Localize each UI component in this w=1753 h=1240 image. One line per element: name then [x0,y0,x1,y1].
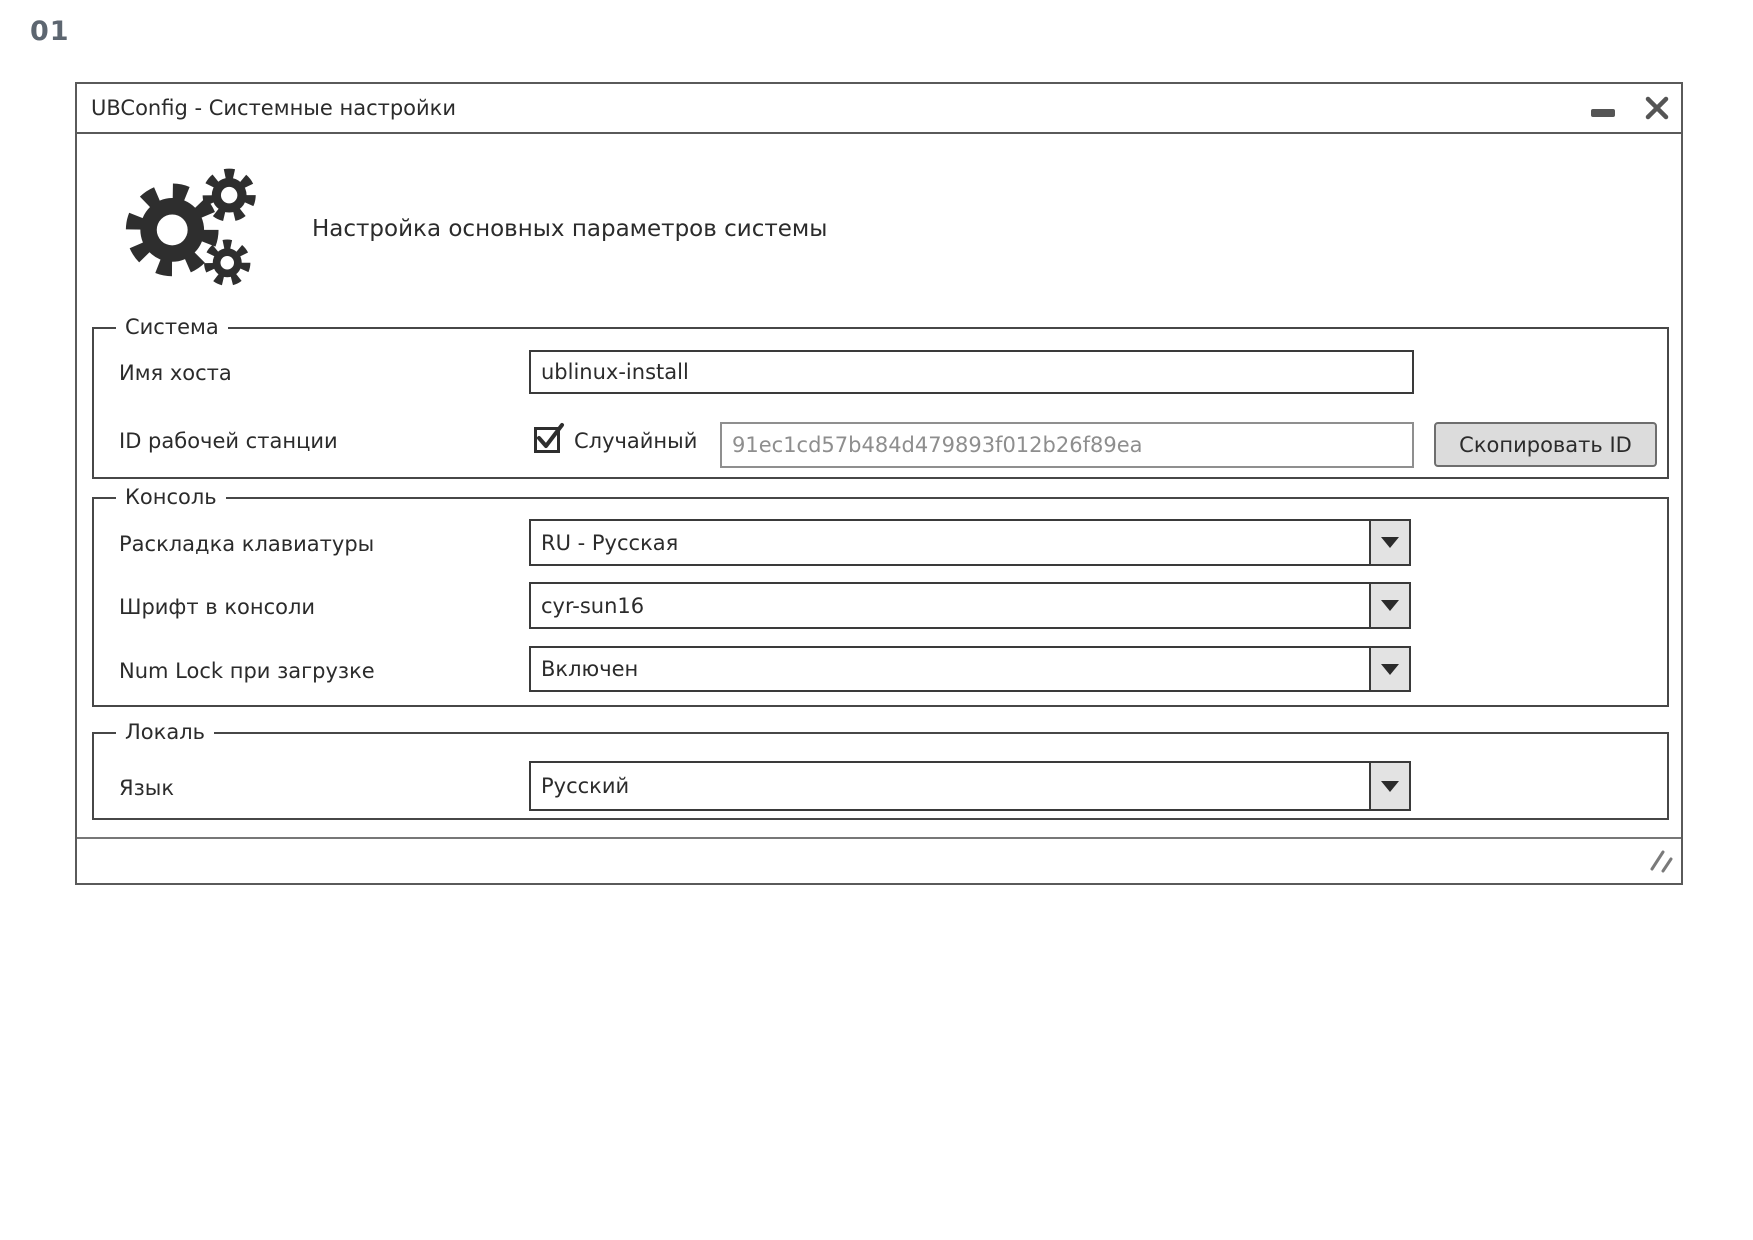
window-subtitle: Настройка основных параметров системы [312,216,828,242]
console-font-select[interactable] [529,582,1411,629]
figure-number: 01 [30,16,70,47]
checkmark-icon [535,421,565,451]
status-bar [77,837,1681,883]
hostname-input[interactable] [529,350,1414,394]
ubconfig-window [75,82,1683,885]
language-label: Язык [119,776,175,800]
chevron-down-icon [1381,781,1399,792]
minimize-icon[interactable] [1591,109,1615,117]
hostname-label: Имя хоста [119,361,232,385]
group-system [92,315,1669,479]
window-title: UBConfig - Системные настройки [91,96,457,120]
copy-id-button[interactable]: Скопировать ID [1434,422,1657,467]
console-font-value: cyr-sun16 [541,593,645,618]
numlock-select[interactable] [529,646,1411,692]
language-value: Русский [541,774,630,798]
keyboard-layout-label: Раскладка клавиатуры [119,532,375,556]
numlock-label: Num Lock при загрузке [119,659,375,683]
window-controls [1591,84,1671,132]
group-console-label: Консоль [116,485,226,509]
chevron-down-icon [1381,664,1399,675]
group-locale [92,720,1669,820]
chevron-down-icon [1381,600,1399,611]
group-system-label: Система [116,315,228,339]
dropdown-button[interactable] [1369,763,1409,809]
random-id-checkbox-label[interactable]: Случайный [574,429,698,453]
keyboard-layout-value: RU - Русская [541,530,679,555]
resize-grip-icon[interactable] [1649,848,1675,878]
workstation-id-input [720,422,1414,468]
gears-icon [122,158,262,296]
random-id-checkbox[interactable] [534,427,560,453]
dropdown-button[interactable] [1369,584,1409,627]
console-font-label: Шрифт в консоли [119,595,316,619]
title-bar [77,84,1681,134]
chevron-down-icon [1381,537,1399,548]
dropdown-button[interactable] [1369,521,1409,564]
group-locale-label: Локаль [116,720,214,744]
numlock-value: Включен [541,657,639,681]
keyboard-layout-select[interactable] [529,519,1411,566]
dropdown-button[interactable] [1369,648,1409,690]
language-select[interactable] [529,761,1411,811]
close-icon[interactable] [1643,94,1671,122]
group-console [92,485,1669,707]
workstation-id-label: ID рабочей станции [119,429,338,453]
